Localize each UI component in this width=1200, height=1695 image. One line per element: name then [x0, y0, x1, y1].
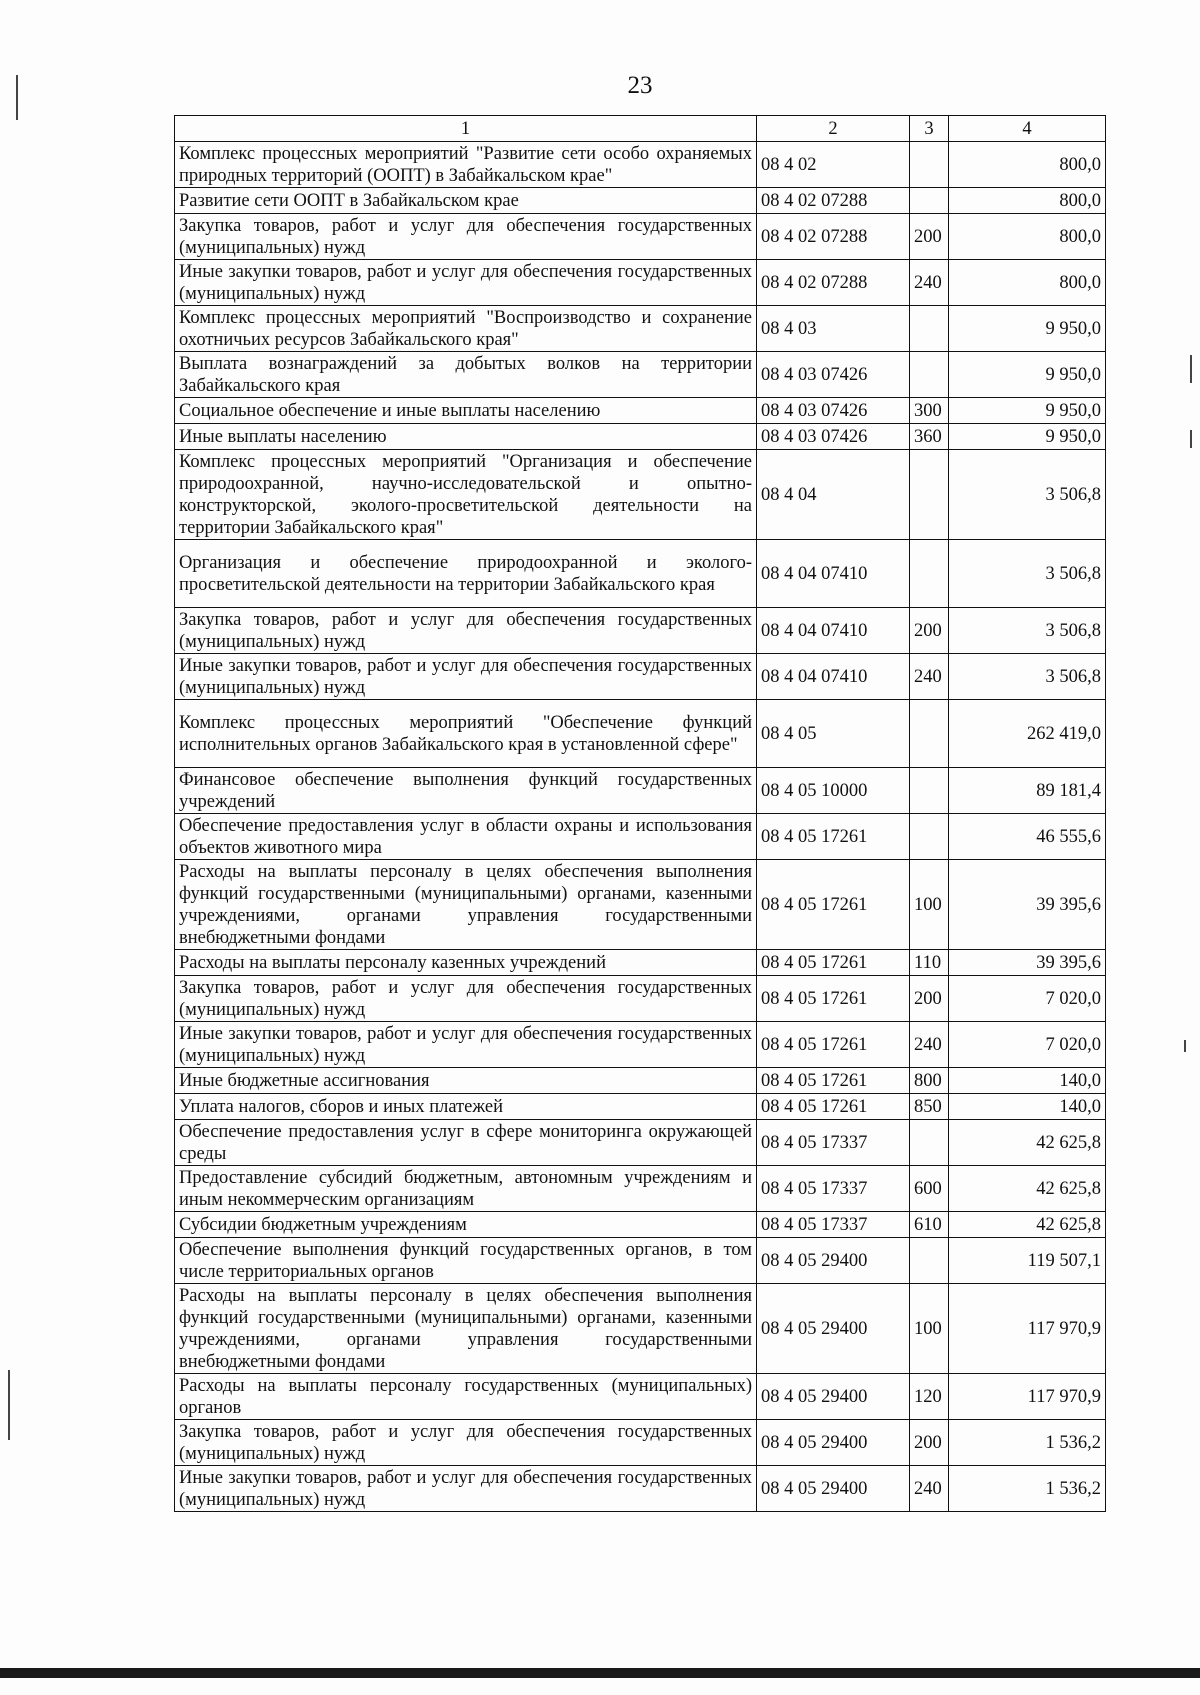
row-amount-cell: 9 950,0 [949, 398, 1106, 424]
row-code-cell: 08 4 05 17337 [757, 1120, 910, 1166]
row-code-cell: 08 4 05 10000 [757, 768, 910, 814]
row-amount-cell: 800,0 [949, 214, 1106, 260]
row-amount-cell: 3 506,8 [949, 450, 1106, 540]
row-code-cell: 08 4 05 17261 [757, 950, 910, 976]
row-code-cell: 08 4 05 29400 [757, 1284, 910, 1374]
table-row [175, 398, 1106, 424]
row-code-cell: 08 4 03 07426 [757, 352, 910, 398]
row-code-cell: 08 4 05 17261 [757, 1094, 910, 1120]
table-row [175, 608, 1106, 654]
row-amount-cell: 9 950,0 [949, 352, 1106, 398]
table-row [175, 768, 1106, 814]
row-type-cell: 100 [910, 860, 949, 950]
row-code-cell: 08 4 05 17337 [757, 1212, 910, 1238]
row-name-cell: Уплата налогов, сборов и иных платежей [175, 1094, 757, 1120]
row-name-cell: Закупка товаров, работ и услуг для обеспечения государственных (муниципальных) нужд [175, 976, 757, 1022]
row-name-cell: Обеспечение предоставления услуг в сфере мониторинга окружающей среды [175, 1120, 757, 1166]
row-name-cell: Субсидии бюджетным учреждениям [175, 1212, 757, 1238]
row-name-cell: Иные выплаты населению [175, 424, 757, 450]
row-code-cell: 08 4 03 07426 [757, 424, 910, 450]
row-code-cell: 08 4 04 07410 [757, 608, 910, 654]
row-name-cell: Финансовое обеспечение выполнения функций государственных учреждений [175, 768, 757, 814]
table-row [175, 654, 1106, 700]
column-header-1: 1 [175, 116, 757, 142]
row-amount-cell: 119 507,1 [949, 1238, 1106, 1284]
row-name-cell: Комплекс процессных мероприятий "Организация и обеспечение природоохранной, научно-исследовательской и опытно-конструкторской, эколого-просветительской деятельности на территории Забайкальского края" [175, 450, 757, 540]
row-type-cell: 360 [910, 424, 949, 450]
row-type-cell [910, 700, 949, 768]
row-code-cell: 08 4 04 [757, 450, 910, 540]
row-type-cell: 610 [910, 1212, 949, 1238]
row-name-cell: Расходы на выплаты персоналу в целях обеспечения выполнения функций государственными (муниципальными) органами, казенными учреждениями, органами управления государственными внебюджетными фондами [175, 1284, 757, 1374]
row-amount-cell: 1 536,2 [949, 1420, 1106, 1466]
row-amount-cell: 3 506,8 [949, 654, 1106, 700]
scan-mark-right-2 [1190, 430, 1192, 448]
row-type-cell [910, 142, 949, 188]
row-type-cell: 600 [910, 1166, 949, 1212]
table-row [175, 1068, 1106, 1094]
row-name-cell: Комплекс процессных мероприятий "Развитие сети особо охраняемых природных территорий (ООПТ) в Забайкальском крае" [175, 142, 757, 188]
row-type-cell [910, 540, 949, 608]
row-amount-cell: 117 970,9 [949, 1284, 1106, 1374]
row-code-cell: 08 4 02 07288 [757, 214, 910, 260]
row-amount-cell: 800,0 [949, 260, 1106, 306]
row-name-cell: Расходы на выплаты персоналу в целях обеспечения выполнения функций государственными (муниципальными) органами, казенными учреждениями, органами управления государственными внебюджетными фондами [175, 860, 757, 950]
table-row [175, 700, 1106, 768]
table-row [175, 814, 1106, 860]
row-code-cell: 08 4 05 29400 [757, 1420, 910, 1466]
row-amount-cell: 9 950,0 [949, 424, 1106, 450]
row-amount-cell: 89 181,4 [949, 768, 1106, 814]
row-type-cell: 240 [910, 654, 949, 700]
row-type-cell: 120 [910, 1374, 949, 1420]
table-row [175, 352, 1106, 398]
row-type-cell [910, 450, 949, 540]
row-amount-cell: 7 020,0 [949, 1022, 1106, 1068]
column-header-4: 4 [949, 116, 1106, 142]
row-name-cell: Социальное обеспечение и иные выплаты населению [175, 398, 757, 424]
table-row [175, 1238, 1106, 1284]
row-name-cell: Иные закупки товаров, работ и услуг для обеспечения государственных (муниципальных) нужд [175, 260, 757, 306]
row-name-cell: Обеспечение предоставления услуг в области охраны и использования объектов животного мира [175, 814, 757, 860]
row-type-cell: 800 [910, 1068, 949, 1094]
row-amount-cell: 46 555,6 [949, 814, 1106, 860]
table-row [175, 1374, 1106, 1420]
row-code-cell: 08 4 03 07426 [757, 398, 910, 424]
row-type-cell: 200 [910, 1420, 949, 1466]
row-name-cell: Иные закупки товаров, работ и услуг для обеспечения государственных (муниципальных) нужд [175, 1022, 757, 1068]
row-type-cell [910, 1238, 949, 1284]
row-amount-cell: 3 506,8 [949, 540, 1106, 608]
row-name-cell: Закупка товаров, работ и услуг для обеспечения государственных (муниципальных) нужд [175, 1420, 757, 1466]
row-type-cell [910, 768, 949, 814]
table-row [175, 860, 1106, 950]
scan-mark-left-lower [8, 1370, 10, 1440]
row-code-cell: 08 4 04 07410 [757, 654, 910, 700]
row-name-cell: Расходы на выплаты персоналу государственных (муниципальных) органов [175, 1374, 757, 1420]
row-amount-cell: 39 395,6 [949, 950, 1106, 976]
row-amount-cell: 42 625,8 [949, 1212, 1106, 1238]
row-name-cell: Обеспечение выполнения функций государственных органов, в том числе территориальных органов [175, 1238, 757, 1284]
row-type-cell: 240 [910, 260, 949, 306]
page-number: 23 [627, 72, 653, 99]
row-name-cell: Иные бюджетные ассигнования [175, 1068, 757, 1094]
row-name-cell: Выплата вознаграждений за добытых волков на территории Забайкальского края [175, 352, 757, 398]
row-type-cell [910, 814, 949, 860]
row-type-cell: 200 [910, 976, 949, 1022]
row-amount-cell: 262 419,0 [949, 700, 1106, 768]
row-type-cell [910, 188, 949, 214]
table-row [175, 1120, 1106, 1166]
table-row [175, 1284, 1106, 1374]
scan-mark-right [1190, 355, 1192, 383]
row-amount-cell: 1 536,2 [949, 1466, 1106, 1512]
row-name-cell: Комплекс процессных мероприятий "Воспроизводство и сохранение охотничьих ресурсов Забайкальского края" [175, 306, 757, 352]
row-amount-cell: 800,0 [949, 142, 1106, 188]
row-type-cell: 850 [910, 1094, 949, 1120]
row-code-cell: 08 4 02 07288 [757, 188, 910, 214]
table-row [175, 188, 1106, 214]
row-name-cell: Расходы на выплаты персоналу казенных учреждений [175, 950, 757, 976]
row-amount-cell: 42 625,8 [949, 1166, 1106, 1212]
row-type-cell: 200 [910, 214, 949, 260]
column-header-3: 3 [910, 116, 949, 142]
row-amount-cell: 800,0 [949, 188, 1106, 214]
row-type-cell: 240 [910, 1022, 949, 1068]
row-name-cell: Закупка товаров, работ и услуг для обеспечения государственных (муниципальных) нужд [175, 608, 757, 654]
row-type-cell [910, 306, 949, 352]
row-amount-cell: 117 970,9 [949, 1374, 1106, 1420]
row-type-cell: 200 [910, 608, 949, 654]
row-type-cell: 110 [910, 950, 949, 976]
table-row [175, 976, 1106, 1022]
scan-mark-left [16, 75, 18, 120]
table-row [175, 540, 1106, 608]
row-code-cell: 08 4 02 [757, 142, 910, 188]
table-row [175, 214, 1106, 260]
table-row [175, 260, 1106, 306]
row-code-cell: 08 4 05 17337 [757, 1166, 910, 1212]
table-row [175, 424, 1106, 450]
row-code-cell: 08 4 05 29400 [757, 1374, 910, 1420]
row-type-cell: 100 [910, 1284, 949, 1374]
row-code-cell: 08 4 05 29400 [757, 1238, 910, 1284]
row-code-cell: 08 4 05 17261 [757, 1068, 910, 1094]
row-code-cell: 08 4 04 07410 [757, 540, 910, 608]
table-row [175, 1212, 1106, 1238]
column-header-2: 2 [757, 116, 910, 142]
table-row [175, 950, 1106, 976]
table-row [175, 450, 1106, 540]
header-row [175, 116, 1106, 142]
row-code-cell: 08 4 05 17261 [757, 814, 910, 860]
row-code-cell: 08 4 05 17261 [757, 1022, 910, 1068]
row-type-cell: 240 [910, 1466, 949, 1512]
row-name-cell: Иные закупки товаров, работ и услуг для обеспечения государственных (муниципальных) нужд [175, 654, 757, 700]
table-row [175, 1166, 1106, 1212]
row-amount-cell: 140,0 [949, 1094, 1106, 1120]
row-name-cell: Организация и обеспечение природоохранной и эколого-просветительской деятельности на территории Забайкальского края [175, 540, 757, 608]
table-row [175, 1094, 1106, 1120]
row-code-cell: 08 4 02 07288 [757, 260, 910, 306]
table-row [175, 1420, 1106, 1466]
row-amount-cell: 39 395,6 [949, 860, 1106, 950]
row-name-cell: Иные закупки товаров, работ и услуг для обеспечения государственных (муниципальных) нужд [175, 1466, 757, 1512]
budget-table [174, 115, 1106, 1512]
table-row [175, 142, 1106, 188]
row-name-cell: Предоставление субсидий бюджетным, автономным учреждениям и иным некоммерческим организациям [175, 1166, 757, 1212]
row-code-cell: 08 4 05 [757, 700, 910, 768]
row-amount-cell: 42 625,8 [949, 1120, 1106, 1166]
row-type-cell [910, 1120, 949, 1166]
table-row [175, 1022, 1106, 1068]
row-type-cell: 300 [910, 398, 949, 424]
row-name-cell: Закупка товаров, работ и услуг для обеспечения государственных (муниципальных) нужд [175, 214, 757, 260]
row-name-cell: Комплекс процессных мероприятий "Обеспечение функций исполнительных органов Забайкальского края в установленной сфере" [175, 700, 757, 768]
table-row [175, 306, 1106, 352]
table-row [175, 1466, 1106, 1512]
scan-edge-bar [0, 1668, 1200, 1678]
scan-mark-right-3 [1184, 1040, 1186, 1052]
row-code-cell: 08 4 05 29400 [757, 1466, 910, 1512]
row-amount-cell: 7 020,0 [949, 976, 1106, 1022]
row-amount-cell: 140,0 [949, 1068, 1106, 1094]
row-code-cell: 08 4 03 [757, 306, 910, 352]
row-type-cell [910, 352, 949, 398]
row-amount-cell: 3 506,8 [949, 608, 1106, 654]
row-code-cell: 08 4 05 17261 [757, 860, 910, 950]
row-code-cell: 08 4 05 17261 [757, 976, 910, 1022]
row-amount-cell: 9 950,0 [949, 306, 1106, 352]
row-name-cell: Развитие сети ООПТ в Забайкальском крае [175, 188, 757, 214]
